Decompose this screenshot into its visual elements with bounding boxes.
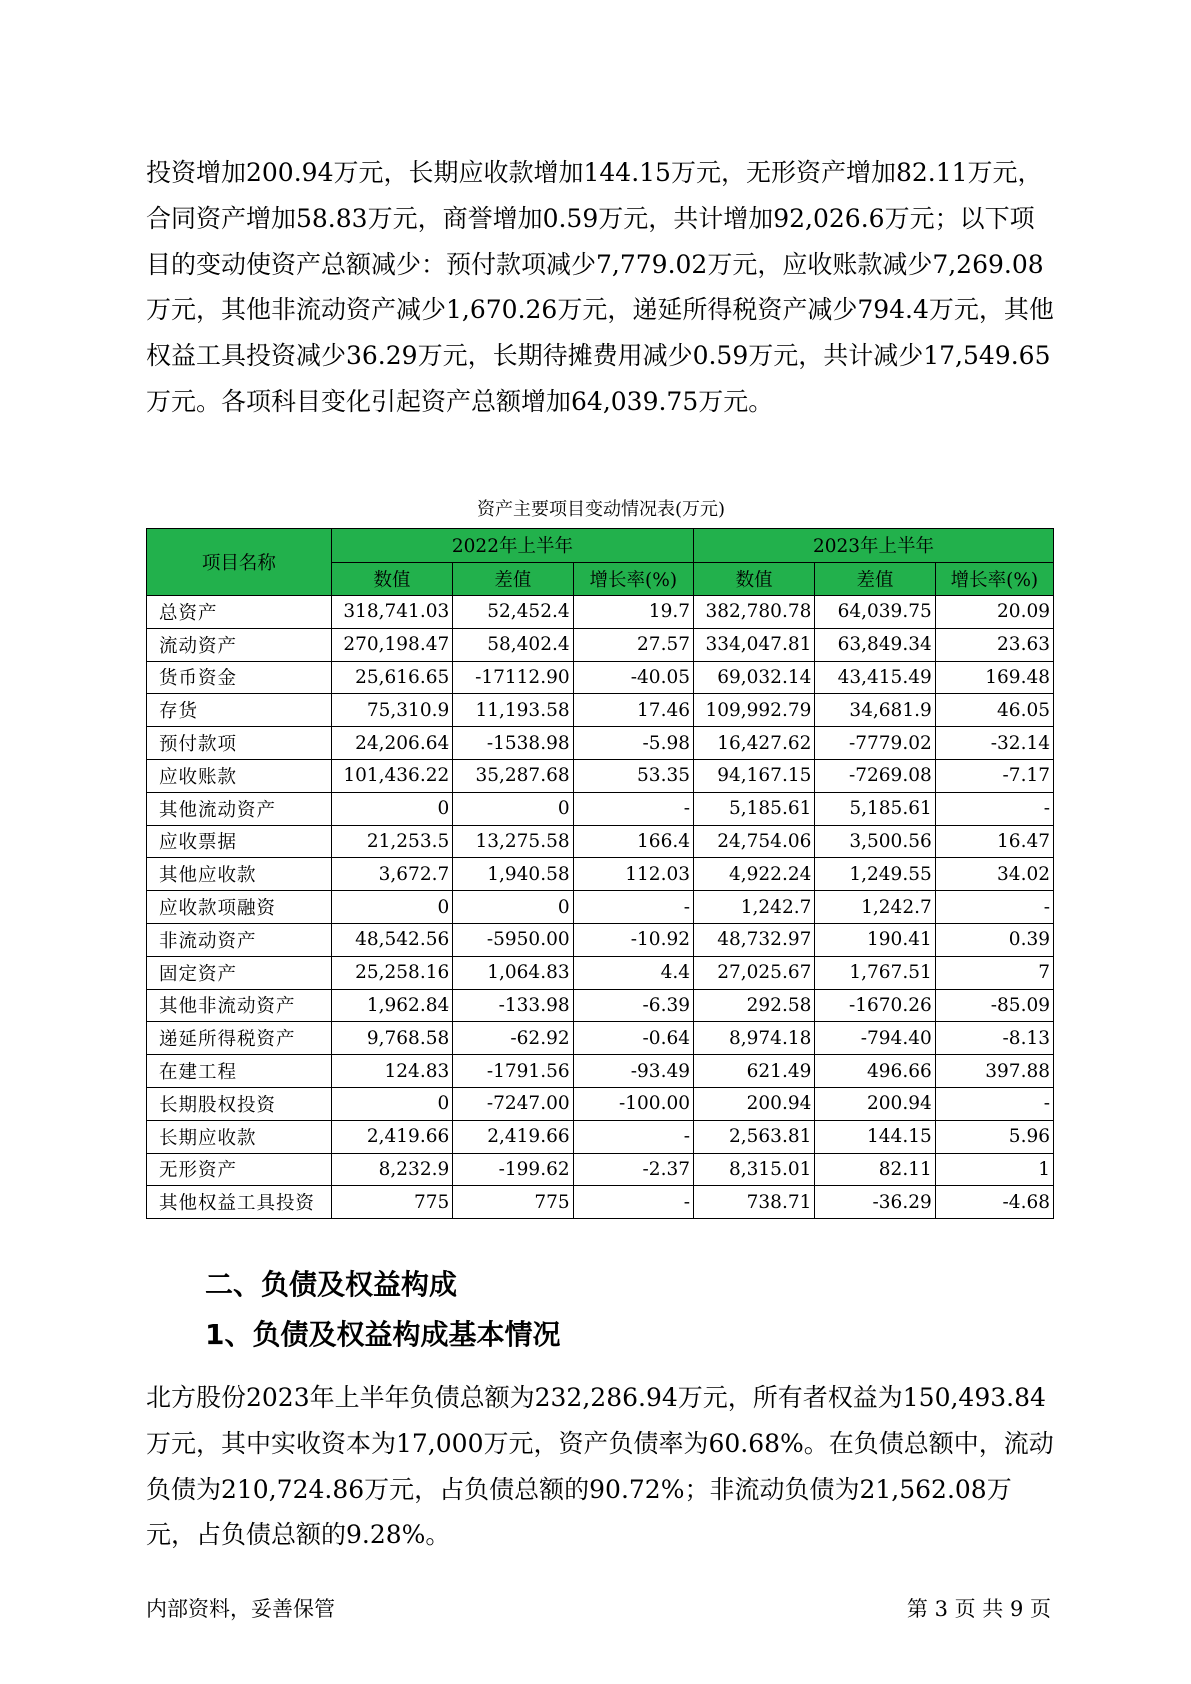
header-item-name: 项目名称 [147, 529, 332, 596]
cell-diff-2023: 82.11 [815, 1153, 935, 1186]
cell-value-2022: 2,419.66 [331, 1120, 452, 1153]
cell-value-2022: 0 [331, 891, 452, 924]
cell-diff-2023: -1670.26 [815, 989, 935, 1022]
body-paragraph-assets-change: 投资增加200.94万元，长期应收款增加144.15万元，无形资产增加82.11万元，合同资产增加58.83万元，商誉增加0.59万元，共计增加92,026.6万元；以下项目的变动使资产总额减少：预付款项减少7,779.02万元，应收账款减少7,269.08万元，其他非流动资产减少1,670.26万元，递延所得税资产减少794.4万元，其他权益工具投资减少36.29万元，长期待摊费用减少0.59万元，共计减少17,549.65万元。各项科目变化引起资产总额增加64,039.75万元。 [146, 158, 1054, 416]
cell-growth-2023: - [935, 792, 1053, 825]
cell-growth-2023: -8.13 [935, 1022, 1053, 1055]
cell-diff-2022: -17112.90 [453, 661, 573, 694]
body-paragraph-liabilities: 北方股份2023年上半年负债总额为232,286.94万元，所有者权益为150,493.84万元，其中实收资本为17,000万元，资产负债率为60.68%。在负债总额中，流动负债为210,724.86万元，占负债总额的90.72%；非流动负债为21,562.08万元，占负债总额的9.28%。 [146, 1383, 1054, 1550]
cell-growth-2023: 46.05 [935, 694, 1053, 727]
cell-diff-2022: -1791.56 [453, 1055, 573, 1088]
cell-diff-2022: 0 [453, 792, 573, 825]
cell-value-2023: 4,922.24 [694, 858, 815, 891]
cell-diff-2023: 64,039.75 [815, 596, 935, 629]
cell-diff-2023: 3,500.56 [815, 825, 935, 858]
cell-diff-2023: 496.66 [815, 1055, 935, 1088]
header-period-2023: 2023年上半年 [694, 529, 1054, 563]
header-diff-2022: 差值 [453, 562, 573, 596]
cell-diff-2022: 52,452.4 [453, 596, 573, 629]
cell-value-2023: 200.94 [694, 1087, 815, 1120]
row-item-name: 非流动资产 [147, 923, 332, 956]
header-value-2023: 数值 [694, 562, 815, 596]
cell-diff-2022: 775 [453, 1186, 573, 1219]
section-heading: 二、负债及权益构成 [205, 1268, 458, 1301]
subsection-heading: 1、负债及权益构成基本情况 [205, 1318, 561, 1351]
row-item-name: 流动资产 [147, 628, 332, 661]
table-row [147, 1153, 1054, 1186]
table-caption: 资产主要项目变动情况表(万元) [476, 499, 726, 520]
table-row [147, 956, 1054, 989]
cell-diff-2023: 34,681.9 [815, 694, 935, 727]
cell-value-2023: 48,732.97 [694, 923, 815, 956]
cell-diff-2023: 1,249.55 [815, 858, 935, 891]
row-item-name: 其他流动资产 [147, 792, 332, 825]
cell-diff-2023: 1,242.7 [815, 891, 935, 924]
row-item-name: 长期应收款 [147, 1120, 332, 1153]
row-item-name: 其他应收款 [147, 858, 332, 891]
cell-diff-2022: -1538.98 [453, 727, 573, 760]
cell-diff-2023: 1,767.51 [815, 956, 935, 989]
cell-value-2023: 109,992.79 [694, 694, 815, 727]
table-row [147, 989, 1054, 1022]
cell-value-2023: 621.49 [694, 1055, 815, 1088]
cell-value-2022: 25,616.65 [331, 661, 452, 694]
cell-growth-2022: 27.57 [573, 628, 693, 661]
cell-diff-2023: 144.15 [815, 1120, 935, 1153]
cell-growth-2023: -7.17 [935, 759, 1053, 792]
row-item-name: 固定资产 [147, 956, 332, 989]
table-row [147, 1055, 1054, 1088]
cell-value-2023: 334,047.81 [694, 628, 815, 661]
cell-value-2022: 1,962.84 [331, 989, 452, 1022]
cell-growth-2022: -6.39 [573, 989, 693, 1022]
cell-growth-2023: 169.48 [935, 661, 1053, 694]
cell-growth-2022: 166.4 [573, 825, 693, 858]
row-item-name: 长期股权投资 [147, 1087, 332, 1120]
header-diff-2023: 差值 [815, 562, 935, 596]
cell-growth-2023: 34.02 [935, 858, 1053, 891]
row-item-name: 总资产 [147, 596, 332, 629]
cell-diff-2023: 190.41 [815, 923, 935, 956]
cell-growth-2022: - [573, 891, 693, 924]
cell-diff-2022: 1,064.83 [453, 956, 573, 989]
cell-growth-2023: - [935, 891, 1053, 924]
cell-diff-2022: -7247.00 [453, 1087, 573, 1120]
table-row [147, 891, 1054, 924]
cell-growth-2023: 20.09 [935, 596, 1053, 629]
cell-value-2023: 16,427.62 [694, 727, 815, 760]
cell-diff-2022: -62.92 [453, 1022, 573, 1055]
cell-diff-2022: 2,419.66 [453, 1120, 573, 1153]
row-item-name: 存货 [147, 694, 332, 727]
cell-value-2023: 24,754.06 [694, 825, 815, 858]
cell-value-2023: 5,185.61 [694, 792, 815, 825]
cell-growth-2022: -2.37 [573, 1153, 693, 1186]
assets-change-table [146, 528, 1054, 1219]
cell-diff-2023: -36.29 [815, 1186, 935, 1219]
cell-growth-2023: -4.68 [935, 1186, 1053, 1219]
cell-diff-2023: 200.94 [815, 1087, 935, 1120]
cell-growth-2023: 1 [935, 1153, 1053, 1186]
cell-diff-2022: -5950.00 [453, 923, 573, 956]
table-row [147, 1120, 1054, 1153]
cell-growth-2023: 7 [935, 956, 1053, 989]
table-row [147, 661, 1054, 694]
row-item-name: 其他权益工具投资 [147, 1186, 332, 1219]
cell-value-2023: 94,167.15 [694, 759, 815, 792]
header-period-2022: 2022年上半年 [331, 529, 693, 563]
table-row [147, 727, 1054, 760]
row-item-name: 在建工程 [147, 1055, 332, 1088]
header-growth-2023: 增长率(%) [935, 562, 1053, 596]
cell-value-2022: 25,258.16 [331, 956, 452, 989]
cell-value-2022: 8,232.9 [331, 1153, 452, 1186]
table-row [147, 825, 1054, 858]
cell-value-2023: 8,974.18 [694, 1022, 815, 1055]
cell-growth-2023: 16.47 [935, 825, 1053, 858]
cell-growth-2023: -85.09 [935, 989, 1053, 1022]
cell-value-2023: 2,563.81 [694, 1120, 815, 1153]
table-row [147, 1186, 1054, 1219]
cell-value-2022: 3,672.7 [331, 858, 452, 891]
cell-diff-2022: 58,402.4 [453, 628, 573, 661]
cell-growth-2022: -40.05 [573, 661, 693, 694]
cell-growth-2022: 4.4 [573, 956, 693, 989]
table-row [147, 1022, 1054, 1055]
cell-value-2023: 292.58 [694, 989, 815, 1022]
cell-diff-2023: 5,185.61 [815, 792, 935, 825]
cell-growth-2023: -32.14 [935, 727, 1053, 760]
cell-value-2023: 1,242.7 [694, 891, 815, 924]
row-item-name: 应收款项融资 [147, 891, 332, 924]
cell-growth-2022: - [573, 1120, 693, 1153]
cell-growth-2023: 0.39 [935, 923, 1053, 956]
table-header-row-1 [147, 529, 1054, 563]
cell-diff-2023: 63,849.34 [815, 628, 935, 661]
table-row [147, 759, 1054, 792]
cell-value-2023: 27,025.67 [694, 956, 815, 989]
cell-diff-2022: 35,287.68 [453, 759, 573, 792]
cell-value-2022: 775 [331, 1186, 452, 1219]
cell-value-2022: 124.83 [331, 1055, 452, 1088]
footer-confidential-note: 内部资料，妥善保管 [146, 1597, 335, 1621]
cell-value-2022: 101,436.22 [331, 759, 452, 792]
cell-value-2022: 21,253.5 [331, 825, 452, 858]
cell-growth-2022: -93.49 [573, 1055, 693, 1088]
row-item-name: 预付款项 [147, 727, 332, 760]
cell-growth-2023: 397.88 [935, 1055, 1053, 1088]
table-row [147, 1087, 1054, 1120]
cell-diff-2022: 11,193.58 [453, 694, 573, 727]
cell-diff-2022: -199.62 [453, 1153, 573, 1186]
cell-growth-2022: -5.98 [573, 727, 693, 760]
cell-value-2022: 24,206.64 [331, 727, 452, 760]
row-item-name: 递延所得税资产 [147, 1022, 332, 1055]
table-row [147, 628, 1054, 661]
row-item-name: 应收账款 [147, 759, 332, 792]
row-item-name: 无形资产 [147, 1153, 332, 1186]
table-row [147, 858, 1054, 891]
table-row [147, 694, 1054, 727]
header-value-2022: 数值 [331, 562, 452, 596]
cell-value-2022: 318,741.03 [331, 596, 452, 629]
cell-value-2023: 8,315.01 [694, 1153, 815, 1186]
cell-growth-2022: 17.46 [573, 694, 693, 727]
cell-value-2022: 48,542.56 [331, 923, 452, 956]
cell-diff-2023: -794.40 [815, 1022, 935, 1055]
cell-growth-2022: -0.64 [573, 1022, 693, 1055]
cell-growth-2022: - [573, 1186, 693, 1219]
cell-value-2022: 75,310.9 [331, 694, 452, 727]
cell-value-2023: 382,780.78 [694, 596, 815, 629]
cell-growth-2022: -10.92 [573, 923, 693, 956]
cell-diff-2023: -7269.08 [815, 759, 935, 792]
cell-growth-2022: - [573, 792, 693, 825]
cell-growth-2023: 5.96 [935, 1120, 1053, 1153]
row-item-name: 其他非流动资产 [147, 989, 332, 1022]
cell-diff-2023: 43,415.49 [815, 661, 935, 694]
cell-diff-2022: -133.98 [453, 989, 573, 1022]
table-row [147, 596, 1054, 629]
cell-value-2022: 0 [331, 1087, 452, 1120]
table-row [147, 923, 1054, 956]
cell-diff-2022: 0 [453, 891, 573, 924]
cell-growth-2023: 23.63 [935, 628, 1053, 661]
cell-value-2022: 9,768.58 [331, 1022, 452, 1055]
cell-value-2022: 0 [331, 792, 452, 825]
cell-diff-2022: 13,275.58 [453, 825, 573, 858]
row-item-name: 货币资金 [147, 661, 332, 694]
cell-growth-2022: -100.00 [573, 1087, 693, 1120]
cell-growth-2022: 112.03 [573, 858, 693, 891]
cell-value-2023: 738.71 [694, 1186, 815, 1219]
cell-growth-2023: - [935, 1087, 1053, 1120]
cell-diff-2023: -7779.02 [815, 727, 935, 760]
header-growth-2022: 增长率(%) [573, 562, 693, 596]
cell-value-2022: 270,198.47 [331, 628, 452, 661]
cell-growth-2022: 19.7 [573, 596, 693, 629]
cell-value-2023: 69,032.14 [694, 661, 815, 694]
cell-diff-2022: 1,940.58 [453, 858, 573, 891]
table-row [147, 792, 1054, 825]
row-item-name: 应收票据 [147, 825, 332, 858]
footer-page-number: 第 3 页 共 9 页 [906, 1597, 1051, 1621]
cell-growth-2022: 53.35 [573, 759, 693, 792]
table-body [147, 596, 1054, 1219]
